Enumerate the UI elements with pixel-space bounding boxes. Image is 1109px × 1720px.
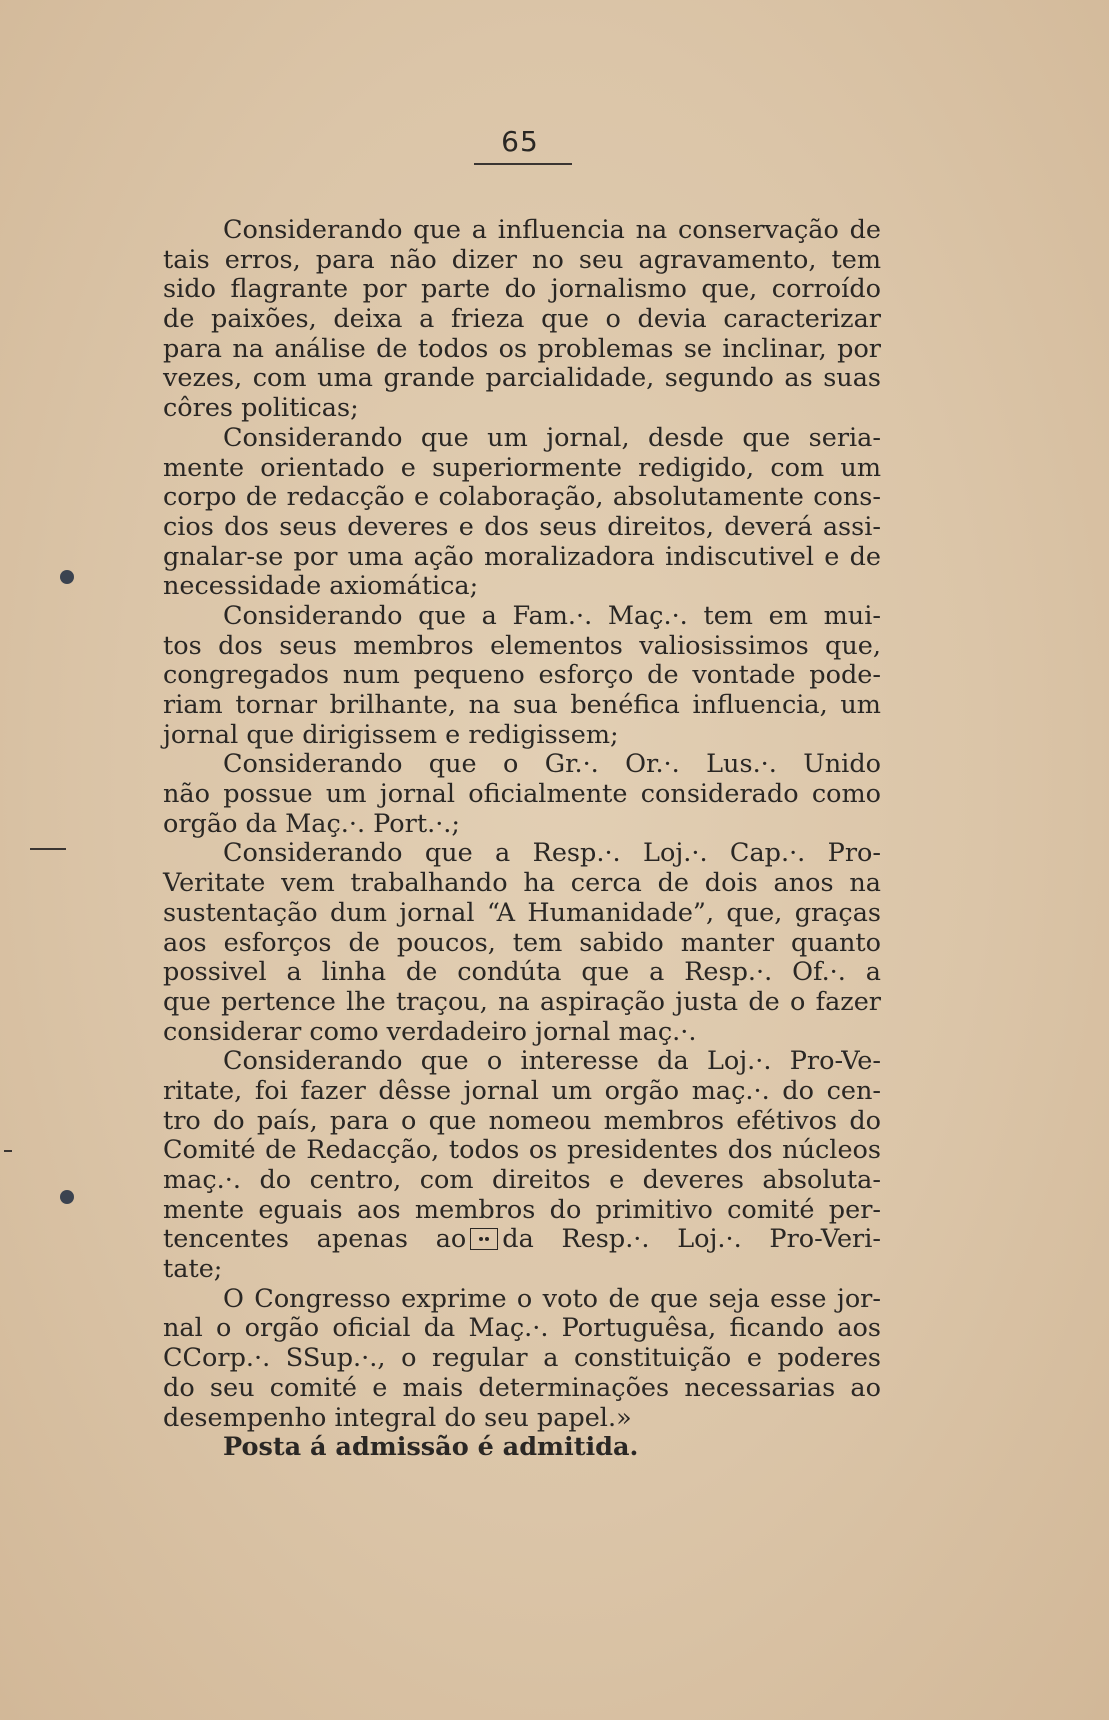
text-line: ritate, foi fazer dêsse jornal um orgão maç.·. do cen- xyxy=(163,1075,881,1106)
margin-dash xyxy=(30,848,66,850)
text-line: para na análise de todos os problemas se inclinar, por xyxy=(163,333,881,364)
text-line: Considerando que a influencia na conservação de xyxy=(223,215,881,245)
text-line: orgão da Maç.·. Port.·.; xyxy=(163,808,460,839)
text-line: Veritate vem trabalhando ha cerca de dois anos na xyxy=(163,868,881,899)
text-line: não possue um jornal oficialmente considerado como xyxy=(163,779,881,810)
text-line: Posta á admissão é admitida. xyxy=(223,1432,639,1463)
text-line: necessidade axiomática; xyxy=(163,571,479,602)
margin-ink-spot xyxy=(60,1190,74,1204)
text-line: sustentação dum jornal “A Humanidade”, que, graças xyxy=(163,897,881,928)
body-text xyxy=(163,216,881,1463)
text-line: considerar como verdadeiro jornal maç.·. xyxy=(163,1016,697,1047)
text-line: O Congresso exprime o voto de que seja esse jor- xyxy=(223,1283,881,1314)
margin-ink-spot xyxy=(60,570,74,584)
text-line: possivel a linha de condúta que a Resp.·. Of.·. a xyxy=(163,957,881,988)
text-line: aos esforços de poucos, tem sabido manter quanto xyxy=(163,927,881,958)
text-line: CCorp.·. SSup.·., o regular a constituição e poderes xyxy=(163,1343,881,1374)
text-line: que pertence lhe traçou, na aspiração justa de o fazer xyxy=(163,986,881,1017)
page-number: 65 xyxy=(501,125,539,158)
text-line: desempenho integral do seu papel.» xyxy=(163,1402,632,1433)
text-line: riam tornar brilhante, na sua benéfica influencia, um xyxy=(163,690,881,720)
text-line: tate; xyxy=(163,1254,223,1285)
text-line: tais erros, para não dizer no seu agravamento, tem xyxy=(163,244,881,275)
text-line: congregados num pequeno esforço de vontade pode- xyxy=(163,660,881,691)
text-line: de paixões, deixa a frieza que o devia caracterizar xyxy=(163,304,881,335)
text-segment: da Resp.·. Loj.·. Pro-Veri- xyxy=(502,1224,881,1255)
text-line: Considerando que o Gr.·. Or.·. Lus.·. Unido xyxy=(223,749,881,780)
text-line: mente eguais aos membros do primitivo comité per- xyxy=(163,1194,881,1225)
lodge-symbol-icon xyxy=(470,1228,498,1250)
text-line: nal o orgão oficial da Maç.·. Portuguêsa, ficando aos xyxy=(163,1313,881,1344)
text-line: Considerando que a Fam.·. Maç.·. tem em mui- xyxy=(223,600,881,631)
text-line: Comité de Redacção, todos os presidentes dos núcleos xyxy=(163,1135,881,1166)
text-line xyxy=(163,1225,881,1255)
text-line: Considerando que a Resp.·. Loj.·. Cap.·. Pro- xyxy=(223,838,881,869)
margin-dash xyxy=(4,1150,12,1152)
text-line: tos dos seus membros elementos valiosissimos que, xyxy=(163,630,881,661)
text-line: tro do país, para o que nomeou membros efétivos do xyxy=(163,1105,881,1136)
text-line: mente orientado e superiormente redigido, com um xyxy=(163,452,881,483)
text-line: Considerando que o interesse da Loj.·. Pro-Ve- xyxy=(223,1046,881,1077)
text-line: jornal que dirigissem e redigissem; xyxy=(163,719,619,750)
text-line: vezes, com uma grande parcialidade, segundo as suas xyxy=(163,363,881,394)
text-line: gnalar-se por uma ação moralizadora indiscutivel e de xyxy=(163,541,881,572)
text-line: sido flagrante por parte do jornalismo que, corroído xyxy=(163,274,881,305)
text-line: do seu comité e mais determinações necessarias ao xyxy=(163,1372,881,1403)
text-segment: tencentes apenas ao xyxy=(163,1224,467,1255)
text-line: corpo de redacção e colaboração, absolutamente cons- xyxy=(163,482,881,513)
text-line: maç.·. do centro, com direitos e deveres absoluta- xyxy=(163,1165,881,1195)
page-number-rule xyxy=(474,163,572,165)
text-line: Considerando que um jornal, desde que seria- xyxy=(223,422,881,453)
text-line: cios dos seus deveres e dos seus direitos, deverá assi- xyxy=(163,511,881,542)
text-line: côres politicas; xyxy=(163,393,359,424)
